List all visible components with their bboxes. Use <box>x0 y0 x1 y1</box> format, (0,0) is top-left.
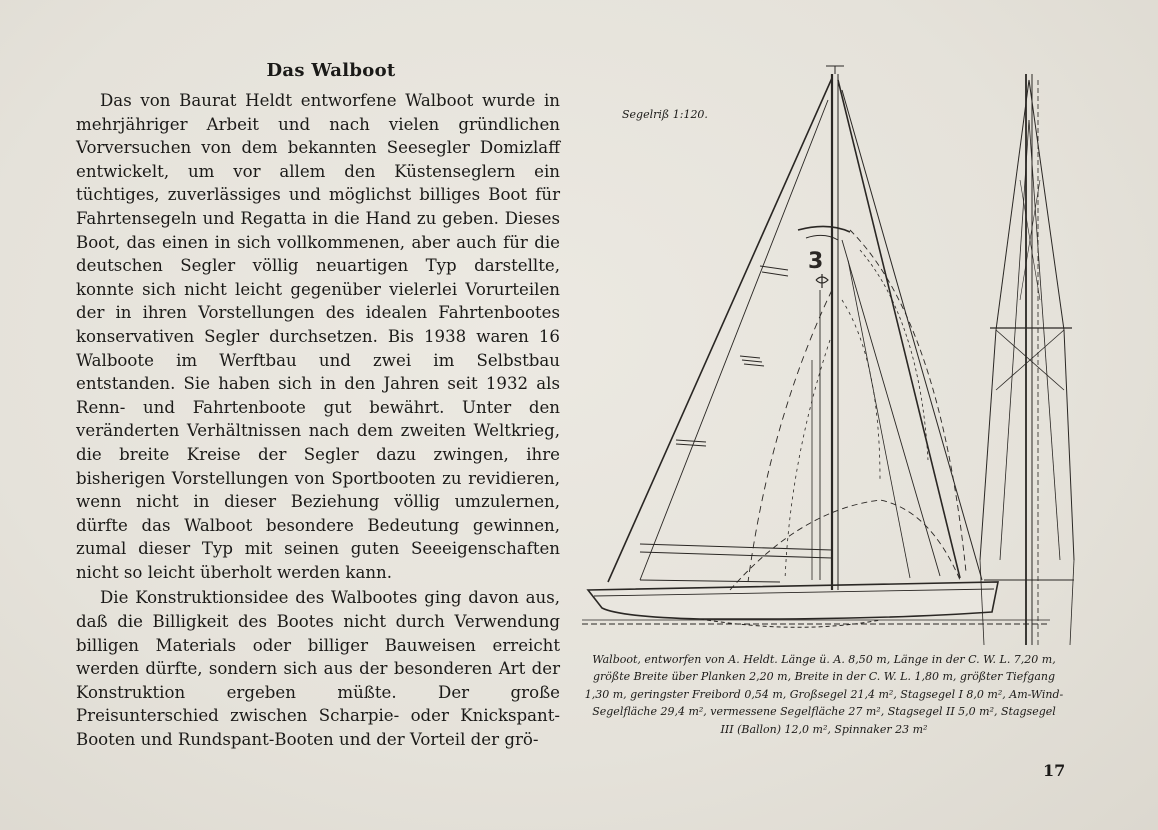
article-column <box>76 60 560 752</box>
rig-profile-drawing <box>980 74 1074 645</box>
page-number: 17 <box>1043 761 1066 780</box>
sail-plan-drawing <box>580 60 1080 645</box>
sail-number: 3 <box>808 249 824 274</box>
headsail <box>608 78 832 582</box>
mainsail <box>640 80 966 580</box>
figure-caption: Walboot, entworfen von A. Heldt. Länge ü. A. 8,50 m, Länge in der C. W. L. 7,20 m, größte Breite über Planken 2,20 m, Breite in der C. W. L. 1,80 m, größter Tiefgang 1,30 m, geringster Freibord 0,54 m, Großsegel 21,4 m², Stagsegel I 8,0 m², Am-Wind-Segelfläche 29,4 m², vermessene Segelfläche 27 m², Stagsegel II 5,0 m², Stagsegel III (Ballon) 12,0 m², Spinnaker 23 m² <box>584 653 1064 736</box>
water-line <box>582 620 1050 624</box>
sail-number-emblem <box>798 226 850 288</box>
article-paragraph-1: Das von Baurat Heldt entworfene Walboot wurde in mehrjähriger Arbeit und nach vielen gründlichen Vorversuchen von dem bekannten Seesegler Domizlaff entwickelt, um vor allem den Küstenseglern ein tüchtiges, zuverlässiges und möglichst billiges Boot für Fahrtensegeln und Regatta in die Hand zu geben. Dieses Boot, das einen in sich vollkommenen, aber auch für die deutschen Segler völlig neuartigen Typ darstellte, konnte sich nicht leicht gegenüber vielerlei Vorurteilen der in ihren Vorstellungen des idealen Fahrtenbootes konservativen Segler durchsetzen. Bis 1938 waren 16 Walboote im Werftbau und zwei im Selbstbau entstanden. Sie haben sich in den Jahren seit 1932 als Renn- und Fahrtenboote gut bewährt. Unter den veränderten Verhältnissen nach dem zweiten Weltkrieg, die breite Kreise der Segler dazu zwingen, ihre bisherigen Vorstellungen von Sportbooten zu revidieren, wenn nicht in dieser Beziehung völlig umzulernen, dürfte das Walboot besondere Bedeutung gewinnen, zumal dieser Typ mit seinen guten Seeeigenschaften nicht so leicht überholt werden kann. <box>76 91 560 582</box>
spreader-marks <box>676 266 788 446</box>
article-paragraph-2: Die Konstruktionsidee des Walbootes ging davon aus, daß die Billigkeit des Bootes nicht durch Verwendung billigen Materials oder billiger Bauweisen erreicht werden dürfte, sondern sich aus der besonderen Art der Konstruktion ergeben müßte. Der große Preisunterschied zwischen Scharpie- oder Knickspant-Booten und Rundspant-Booten und der Vorteil der grö- <box>76 588 560 750</box>
article-title: Das Walboot <box>266 60 396 81</box>
scale-label: Segelriß 1:120. <box>622 108 708 121</box>
